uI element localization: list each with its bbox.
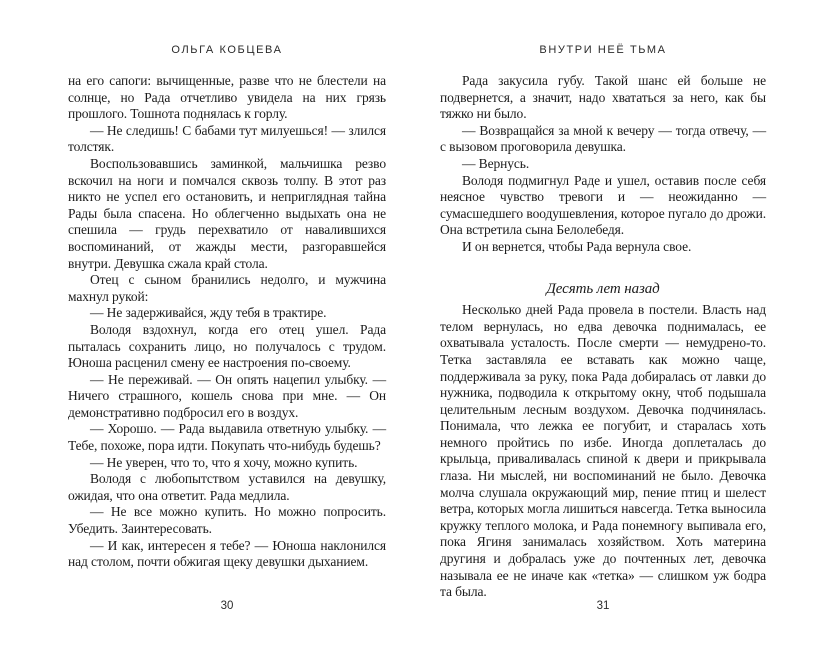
page-30: [68, 0, 386, 662]
page-number-right: 31: [596, 600, 610, 612]
body-paragraph: Володя вздохнул, когда его отец ушел. Рада пыталась сохранить лицо, но получалось с трудом. Юноша расценил смену ее настроения по-своему.: [68, 321, 386, 371]
page-31: [440, 0, 766, 662]
body-paragraph: — И как, интересен я тебе? — Юноша наклонился над столом, почти обжигая щеку девушки дыханием.: [68, 537, 386, 570]
body-paragraph: — Не следишь! С бабами тут милуешься! — злился толстяк.: [68, 122, 386, 155]
body-paragraph: на его сапоги: вычищенные, разве что не блестели на солнце, но Рада отчетливо увидела на них грязь прошлого. Тошнота поднялась к горлу.: [68, 73, 386, 122]
running-header-book-title: ВНУТРИ НЕЁ ТЬМА: [539, 44, 667, 56]
body-paragraph: Отец с сыном бранились недолго, и мужчина махнул рукой:: [68, 272, 386, 304]
page-number-left: 30: [220, 600, 234, 612]
body-paragraph: Рада закусила губу. Такой шанс ей больше не подвернется, а значит, надо хвататься за него, как бы тяжко ни было.: [440, 73, 766, 122]
body-paragraph: И он вернется, чтобы Рада вернула свое.: [462, 238, 692, 254]
body-paragraph: — Возвращайся за мной к вечеру — тогда отвечу, — с вызовом проговорила девушка.: [440, 122, 766, 155]
body-paragraph: — Хорошо. — Рада выдавила ответную улыбку. — Тебе, похоже, пора идти. Покупать что-нибудь будешь?: [68, 421, 386, 454]
section-heading: Десять лет назад: [546, 280, 660, 297]
running-header-author: ОЛЬГА КОБЦЕВА: [171, 44, 283, 56]
body-paragraph: — Не уверен, что то, что я хочу, можно купить.: [90, 454, 358, 470]
page-31-text-block: [440, 73, 766, 601]
body-paragraph: — Не переживай. — Он опять нацепил улыбку. — Ничего страшного, кошель снова при мне. — Он демонстративно подбросил его в воздух.: [68, 371, 386, 420]
body-paragraph: Володя с любопытством уставился на девушку, ожидая, что она ответит. Рада медлила.: [68, 471, 386, 503]
body-paragraph: — Вернусь.: [462, 155, 530, 171]
body-paragraph: Несколько дней Рада провела в постели. Власть над телом вернулась, но едва девочка поднималась, ее охватывала усталость. После смерти — немудрено-то. Тетка заставляла ее вставать как можно чаще, поддерживала за руку, пока Рада добиралась от лавки до нужника, подводила к открытому окну, чтоб подышала целительным лесным воздухом. Девочка подчинялась. Понимала, что лежка ее погубит, и старалась хоть немного пройтись по избе. Иногда доплеталась до крыльца, приваливалась спиной к двери и прикрывала глаза. Ни мыслей, ни воспоминаний не было. Девочка молча слушала окружающий мир, пение птиц и шелест ветра, которых могла лишиться навсегда. Тетка выносила кружку теплого молока, и Рада понемногу выпивала его, пока Ягиня занималась хозяйством. Хоть материна другиня и добралась уже до почтенных лет, девочка называла ее не иначе как «тетка» — слишком уж бодра та была.: [440, 302, 766, 600]
body-paragraph: Воспользовавшись заминкой, мальчишка резво вскочил на ноги и помчался сквозь толпу. В этот раз никто не успел его остановить, и неприглядная тайна Рады была спасена. Но облегченно выдыхать она не спешила — грудь перехватило от навалившихся воспоминаний, от жажды мести, разгоравшейся внутри. Девушка сжала край стола.: [68, 155, 386, 271]
page-30-text-block: [68, 73, 386, 571]
body-paragraph: — Не все можно купить. Но можно попросить. Убедить. Заинтересовать.: [68, 504, 386, 537]
body-paragraph: — Не задерживайся, жду тебя в трактире.: [90, 305, 327, 321]
body-paragraph: Володя подмигнул Раде и ушел, оставив после себя неясное чувство тревоги и — неожиданно — сумасшедшего воодушевления, которое пугало до дрожи. Она встретила сына Белолебедя.: [440, 172, 766, 238]
